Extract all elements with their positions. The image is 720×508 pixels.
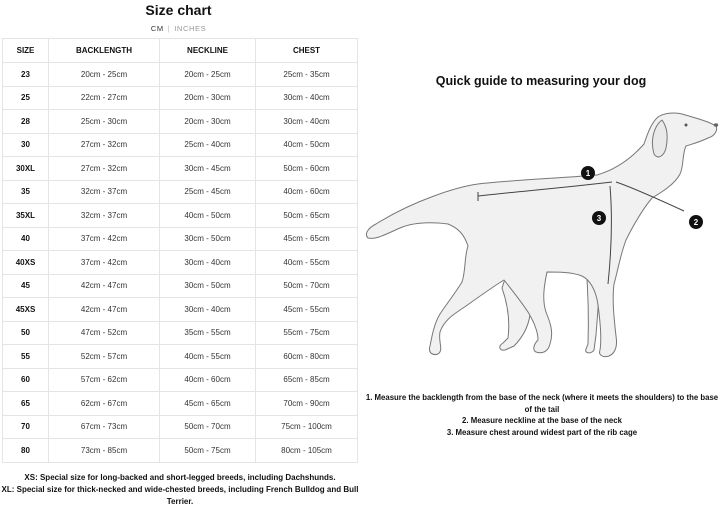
- chest-cell: 50cm - 70cm: [256, 274, 358, 298]
- neckline-cell: 40cm - 55cm: [160, 345, 256, 369]
- size-cell: 60: [3, 368, 49, 392]
- backlength-cell: 52cm - 57cm: [49, 345, 160, 369]
- table-row: [3, 110, 358, 134]
- neckline-cell: 30cm - 50cm: [160, 274, 256, 298]
- neckline-cell: 25cm - 40cm: [160, 133, 256, 157]
- chest-cell: 50cm - 60cm: [256, 157, 358, 181]
- backlength-cell: 27cm - 32cm: [49, 157, 160, 181]
- column-header-backlength: BACKLENGTH: [49, 39, 160, 63]
- column-header-size: SIZE: [3, 39, 49, 63]
- chest-cell: 55cm - 75cm: [256, 321, 358, 345]
- chest-cell: 30cm - 40cm: [256, 86, 358, 110]
- backlength-cell: 37cm - 42cm: [49, 227, 160, 251]
- table-row: [3, 157, 358, 181]
- chest-cell: 40cm - 50cm: [256, 133, 358, 157]
- size-cell: 45: [3, 274, 49, 298]
- chest-cell: 70cm - 90cm: [256, 392, 358, 416]
- size-table: [2, 38, 358, 463]
- table-row: [3, 180, 358, 204]
- unit-inches-option[interactable]: INCHES: [174, 24, 207, 33]
- size-cell: 70: [3, 415, 49, 439]
- backlength-cell: 42cm - 47cm: [49, 298, 160, 322]
- size-cell: 30: [3, 133, 49, 157]
- size-cell: 40: [3, 227, 49, 251]
- backlength-cell: 67cm - 73cm: [49, 415, 160, 439]
- size-cell: 45XS: [3, 298, 49, 322]
- step-chest: 3. Measure chest around widest part of the rib cage: [446, 427, 638, 437]
- size-cell: 50: [3, 321, 49, 345]
- chest-cell: 45cm - 55cm: [256, 298, 358, 322]
- unit-cm-option[interactable]: CM: [150, 24, 164, 33]
- table-row: [3, 251, 358, 275]
- column-header-neckline: NECKLINE: [160, 39, 256, 63]
- neckline-cell: 40cm - 50cm: [160, 204, 256, 228]
- backlength-cell: 25cm - 30cm: [49, 110, 160, 134]
- chest-cell: 60cm - 80cm: [256, 345, 358, 369]
- neckline-cell: 35cm - 55cm: [160, 321, 256, 345]
- backlength-cell: 32cm - 37cm: [49, 180, 160, 204]
- size-cell: 40XS: [3, 251, 49, 275]
- neckline-cell: 45cm - 65cm: [160, 392, 256, 416]
- chest-cell: 80cm - 105cm: [256, 439, 358, 463]
- neckline-cell: 25cm - 45cm: [160, 180, 256, 204]
- table-row: [3, 321, 358, 345]
- size-cell: 65: [3, 392, 49, 416]
- marker-2-label: 2: [693, 218, 699, 227]
- backlength-cell: 62cm - 67cm: [49, 392, 160, 416]
- table-row: [3, 345, 358, 369]
- backlength-cell: 57cm - 62cm: [49, 368, 160, 392]
- dog-silhouette: [366, 113, 716, 357]
- neckline-cell: 20cm - 30cm: [160, 86, 256, 110]
- neckline-cell: 40cm - 60cm: [160, 368, 256, 392]
- chest-cell: 40cm - 60cm: [256, 180, 358, 204]
- size-cell: 23: [3, 63, 49, 87]
- table-header-row: [3, 39, 358, 63]
- chest-cell: 30cm - 40cm: [256, 110, 358, 134]
- xl-note: XL: Special size for thick-necked and wide-chested breeds, including French Bulldog and Bull Terrier.: [1, 485, 359, 506]
- size-table-body: [3, 63, 358, 463]
- size-cell: 80: [3, 439, 49, 463]
- marker-1-label: 1: [585, 169, 591, 178]
- table-row: [3, 86, 358, 110]
- marker-3: [592, 211, 606, 225]
- table-row: [3, 63, 358, 87]
- table-row: [3, 227, 358, 251]
- table-row: [3, 274, 358, 298]
- table-row: [3, 415, 358, 439]
- neckline-cell: 30cm - 45cm: [160, 157, 256, 181]
- backlength-cell: 42cm - 47cm: [49, 274, 160, 298]
- chest-cell: 50cm - 65cm: [256, 204, 358, 228]
- marker-1: [581, 166, 595, 180]
- size-cell: 25: [3, 86, 49, 110]
- backlength-cell: 22cm - 27cm: [49, 86, 160, 110]
- measuring-steps: [364, 392, 720, 438]
- neckline-cell: 30cm - 40cm: [160, 298, 256, 322]
- dog-eye: [685, 124, 688, 127]
- guide-title: Quick guide to measuring your dog: [435, 74, 647, 88]
- chest-cell: 75cm - 100cm: [256, 415, 358, 439]
- table-row: [3, 392, 358, 416]
- dog-illustration: [362, 100, 720, 380]
- size-cell: 35: [3, 180, 49, 204]
- size-cell: 30XL: [3, 157, 49, 181]
- step-backlength: 1. Measure the backlength from the base of the neck (where it meets the shoulders) to the base of the tail: [365, 393, 719, 414]
- backlength-cell: 37cm - 42cm: [49, 251, 160, 275]
- table-row: [3, 133, 358, 157]
- unit-separator: |: [167, 24, 171, 33]
- column-header-chest: CHEST: [256, 39, 358, 63]
- size-cell: 55: [3, 345, 49, 369]
- size-notes: [0, 472, 360, 508]
- step-neckline: 2. Measure neckline at the base of the neck: [462, 416, 622, 425]
- chest-cell: 65cm - 85cm: [256, 368, 358, 392]
- table-row: [3, 368, 358, 392]
- chest-cell: 25cm - 35cm: [256, 63, 358, 87]
- neckline-cell: 50cm - 70cm: [160, 415, 256, 439]
- neckline-cell: 30cm - 50cm: [160, 227, 256, 251]
- backlength-cell: 32cm - 37cm: [49, 204, 160, 228]
- marker-2: [689, 215, 703, 229]
- size-cell: 35XL: [3, 204, 49, 228]
- size-chart-title: Size chart: [145, 2, 212, 18]
- backlength-cell: 47cm - 52cm: [49, 321, 160, 345]
- unit-toggle: [0, 24, 357, 33]
- marker-3-label: 3: [596, 214, 602, 223]
- neckline-cell: 50cm - 75cm: [160, 439, 256, 463]
- backlength-cell: 20cm - 25cm: [49, 63, 160, 87]
- neckline-cell: 30cm - 40cm: [160, 251, 256, 275]
- table-row: [3, 298, 358, 322]
- neckline-cell: 20cm - 30cm: [160, 110, 256, 134]
- table-row: [3, 439, 358, 463]
- dog-nose: [714, 123, 718, 127]
- table-row: [3, 204, 358, 228]
- xs-note: XS: Special size for long-backed and short-legged breeds, including Dachshunds.: [24, 473, 336, 482]
- neckline-cell: 20cm - 25cm: [160, 63, 256, 87]
- backlength-cell: 27cm - 32cm: [49, 133, 160, 157]
- chest-cell: 45cm - 65cm: [256, 227, 358, 251]
- chest-cell: 40cm - 55cm: [256, 251, 358, 275]
- size-cell: 28: [3, 110, 49, 134]
- backlength-cell: 73cm - 85cm: [49, 439, 160, 463]
